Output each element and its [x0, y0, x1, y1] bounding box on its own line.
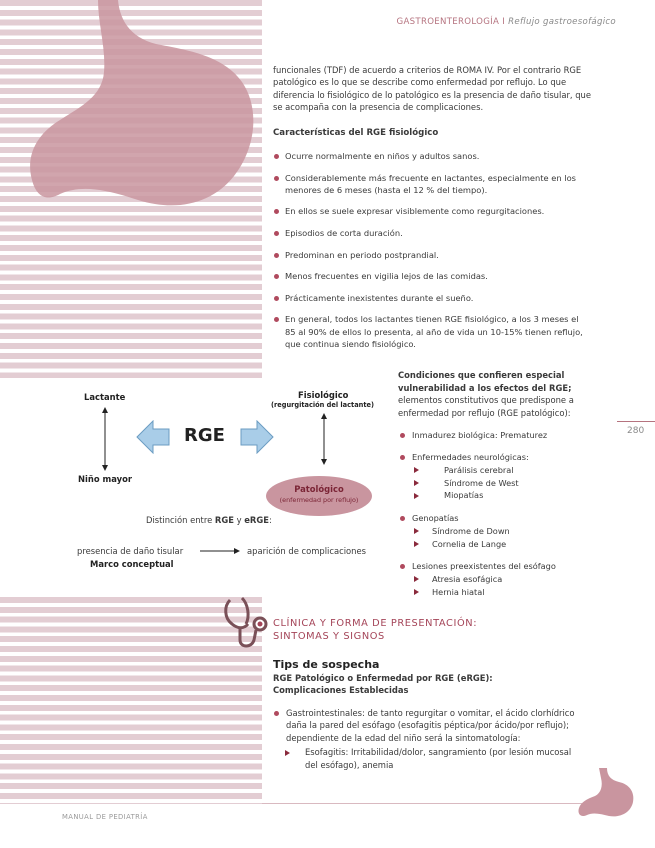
tips-sub1: RGE Patológico o Enfermedad por RGE (eRGE): — [273, 673, 493, 683]
distincion-y: y — [233, 515, 245, 525]
physio-heading: Características del RGE fisiológico — [273, 128, 439, 138]
list-item: Episodios de corta duración. — [273, 227, 583, 239]
diagram-fisiologico: Fisiológico — [298, 390, 349, 400]
header-section: GASTROENTEROLOGÍA — [396, 17, 500, 27]
sub-list-item: Atresia esofágica — [412, 573, 608, 586]
diagram-presencia: presencia de daño tisular — [77, 546, 184, 556]
list-item — [398, 512, 608, 550]
diagram-fisiologico-sub: (regurgitación del lactante) — [271, 401, 374, 409]
conditions-title — [398, 369, 613, 419]
tips-title: Tips de sospecha — [273, 658, 380, 671]
header-separator: I — [499, 17, 509, 27]
conceptual-diagram — [70, 380, 390, 580]
conditions-title-bold: Condiciones que confieren especial vulnerabilidad a los efectos del RGE; — [398, 370, 572, 393]
list-item: Menos frecuentes en vigilia lejos de las comidas. — [273, 270, 583, 282]
diagram-patologico: Patológico — [294, 484, 344, 494]
footer-rule — [262, 803, 582, 804]
distincion-prefix: Distinción entre — [146, 515, 215, 525]
running-header — [397, 17, 616, 27]
diagram-aparicion: aparición de complicaciones — [247, 546, 366, 556]
distincion-suffix: : — [268, 515, 272, 525]
diagram-lactante: Lactante — [84, 392, 126, 402]
left-arrow-icon — [136, 420, 170, 454]
list-item: Gastrointestinales: de tanto regurgitar o vomitar, el ácido clorhídrico daña la pared del esófago (esofagitis péptica/por ácido/por reflujo); dependiente de la edad del niño será la sintomatología: — [273, 707, 583, 744]
diagram-patologico-sub: (enfermedad por reflujo) — [279, 496, 359, 504]
list-item: Prácticamente inexistentes durante el sueño. — [273, 292, 583, 304]
list-item: Ocurre normalmente en niños y adultos sanos. — [273, 150, 583, 162]
diagram-nino-mayor: Niño mayor — [78, 474, 132, 484]
list-item: Inmadurez biológica: Prematurez — [398, 429, 608, 442]
list-item-label: Enfermedades neurológicas: — [412, 452, 529, 462]
diagram-rge: RGE — [184, 425, 225, 446]
sub-list-item: Miopatías — [412, 489, 608, 502]
page-number: 280 — [627, 426, 645, 436]
section-title — [273, 618, 477, 643]
page-number-rule — [617, 421, 655, 422]
header-subtitle: Reflujo gastroesofágico — [508, 17, 616, 27]
list-item: Predominan en periodo postprandial. — [273, 249, 583, 261]
section-title-line2: SINTOMAS Y SIGNOS — [273, 630, 385, 642]
vertical-double-arrow-icon — [100, 407, 110, 471]
distincion-ergE: eRGE — [244, 515, 269, 525]
stethoscope-icon — [222, 596, 270, 652]
conditions-list — [398, 429, 608, 442]
right-thin-arrow-icon — [200, 547, 240, 555]
distincion-rge: RGE — [214, 515, 234, 525]
conditions-title-rest: elementos constitutivos que predispone a enfermedad por reflujo (RGE patológico): — [398, 395, 574, 418]
list-item — [398, 560, 608, 598]
sub-list-item: Cornelia de Lange — [412, 538, 608, 551]
list-item: Considerablemente más frecuente en lactantes, especialmente en los menores de 6 meses (hasta el 12 % del tiempo). — [273, 172, 583, 196]
sub-list-item: Síndrome de West — [412, 477, 608, 490]
diagram-marco: Marco conceptual — [90, 559, 174, 569]
section-title-line1: CLÍNICA Y FORMA DE PRESENTACIÓN: — [273, 618, 478, 629]
conditions-list — [398, 451, 608, 502]
list-item — [398, 451, 608, 502]
conditions-list — [398, 560, 608, 598]
stomach-icon — [20, 0, 265, 240]
patologico-ellipse — [266, 476, 372, 516]
diagram-distincion — [146, 515, 272, 525]
physio-list — [273, 150, 583, 359]
sub-list-item: Esofagitis: Irritabilidad/dolor, sangramiento (por lesión mucosal del esófago), anemia — [273, 746, 583, 771]
list-item: En ellos se suele expresar visiblemente como regurgitaciones. — [273, 205, 583, 217]
tips-sub2: Complicaciones Establecidas — [273, 685, 409, 696]
list-item: En general, todos los lactantes tienen RGE fisiológico, a los 3 meses el 85 al 90% de ellos lo presenta, al año de vida un 10-15% tienen reflujo, que continua siendo fisiológico. — [273, 313, 583, 350]
list-item-label: Lesiones preexistentes del esófago — [412, 561, 556, 571]
intro-paragraph: funcionales (TDF) de acuerdo a criterios de ROMA IV. Por el contrario RGE patológico es lo que se describe como enfermedad por reflujo. Lo que diferencia lo fisiológico de lo patológico es la presencia de daño tisular, que se acompaña con la presencia de complicaciones. — [273, 65, 591, 113]
vertical-double-arrow-icon — [319, 413, 329, 465]
right-arrow-icon — [240, 420, 274, 454]
sub-list-item: Parálisis cerebral — [412, 464, 608, 477]
gastro-block — [273, 707, 583, 771]
tips-subtitle — [273, 672, 493, 697]
sub-list-item: Síndrome de Down — [412, 525, 608, 538]
stomach-small-icon — [577, 768, 637, 820]
footer-text: MANUAL DE PEDIATRÍA — [62, 813, 148, 821]
sub-list-item: Hernia hiatal — [412, 586, 608, 599]
conditions-list — [398, 512, 608, 550]
list-item-label: Genopatías — [412, 513, 459, 523]
